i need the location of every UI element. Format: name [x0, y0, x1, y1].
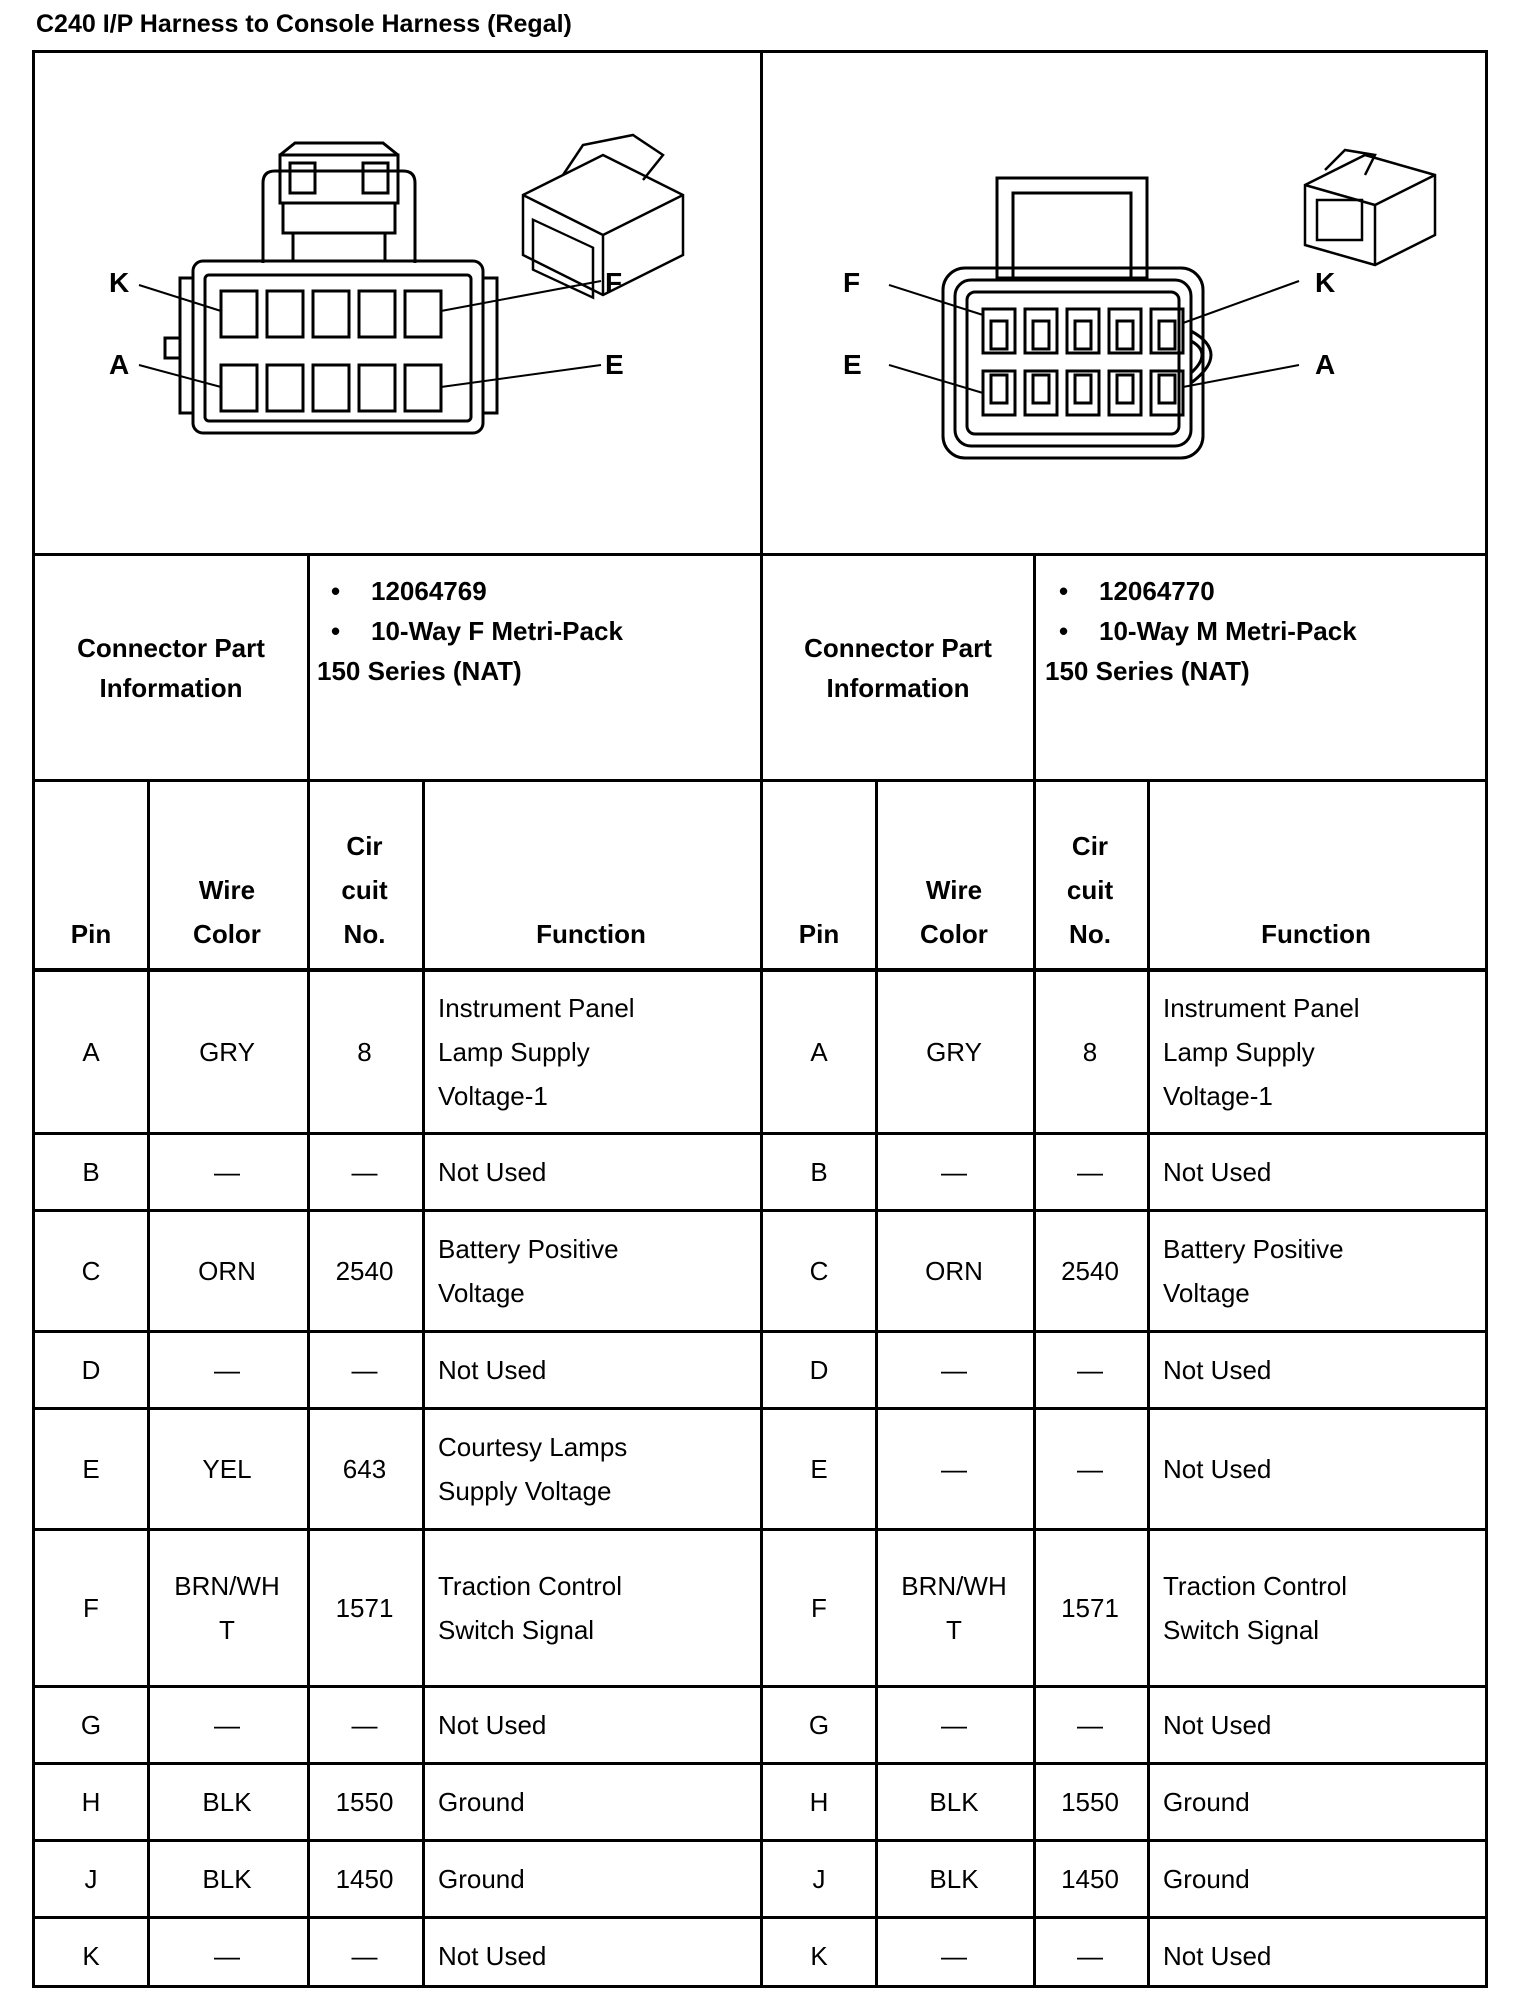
- right-pin-cell: K: [810, 1941, 828, 1971]
- right-circuit-cell: —: [1077, 1454, 1103, 1484]
- right-connector-part-label: Connector Part Information: [804, 632, 992, 703]
- left-part-desc: 10-Way F Metri-Pack: [371, 616, 623, 646]
- left-pin-cell: D: [81, 1355, 101, 1385]
- left-pin-cell: B: [82, 1157, 100, 1187]
- right-function-cell: Not Used: [1163, 1941, 1272, 1971]
- left-function-cell: Courtesy Lamps Supply Voltage: [438, 1432, 628, 1506]
- right-circuit-cell: —: [1077, 1355, 1103, 1385]
- right-circuit-cell: 1571: [1061, 1593, 1119, 1623]
- header-pin-label: Pin: [70, 919, 112, 949]
- left-wire-color-cell: —: [214, 1157, 240, 1187]
- right-circuit-cell: 8: [1082, 1037, 1098, 1067]
- left-wire-color-cell: BRN/WHT: [174, 1571, 280, 1645]
- left-circuit-cell: 1450: [335, 1864, 394, 1894]
- right-function-cell: Ground: [1163, 1864, 1250, 1894]
- header-wire-label: Wire: [198, 875, 256, 905]
- left-pin-cell: K: [82, 1941, 100, 1971]
- left-connector-part-label: Connector Part Information: [77, 632, 265, 703]
- left-wire-color-cell: GRY: [199, 1037, 255, 1067]
- left-wire-color-cell: BLK: [202, 1864, 252, 1894]
- left-function-cell: Not Used: [438, 1941, 547, 1971]
- left-pin-cell: J: [84, 1864, 98, 1894]
- left-circuit-cell: 1571: [335, 1593, 394, 1623]
- left-pin-cell: A: [82, 1037, 100, 1067]
- left-circuit-cell: —: [351, 1710, 378, 1740]
- right-part-series: 150 Series (NAT): [1045, 656, 1250, 686]
- left-wire-color-cell: —: [214, 1710, 240, 1740]
- left-part-series: 150 Series (NAT): [317, 656, 522, 686]
- right-part-number: 12064770: [1099, 576, 1215, 606]
- left-pin-cell: H: [81, 1787, 101, 1817]
- right-pin-cell: B: [810, 1157, 828, 1187]
- right-connector-part-info: • 12064770 • 10-Way M Metri-Pack 150 Series (NAT): [1045, 571, 1357, 691]
- right-pin-cell: G: [808, 1710, 830, 1740]
- left-function-cell: Ground: [438, 1787, 525, 1817]
- left-function-cell: Instrument Panel Lamp Supply Voltage-1: [438, 993, 635, 1111]
- right-function-cell: Traction Control Switch Signal: [1163, 1571, 1347, 1645]
- right-pin-cell: A: [810, 1037, 828, 1067]
- left-function-cell: Not Used: [438, 1157, 547, 1187]
- header-no-label: No.: [1069, 919, 1111, 949]
- right-circuit-cell: —: [1077, 1941, 1103, 1971]
- left-function-cell: Not Used: [438, 1710, 547, 1740]
- header-cuit-label: cuit: [341, 875, 388, 905]
- left-circuit-cell: 8: [357, 1037, 372, 1067]
- callout-k-right: K: [1315, 267, 1336, 298]
- callout-f-right: F: [843, 267, 861, 298]
- right-wire-color-cell: —: [941, 1941, 967, 1971]
- right-function-cell: Not Used: [1163, 1710, 1272, 1740]
- header-color-label: Color: [193, 919, 261, 949]
- callout-k-left: K: [109, 267, 130, 298]
- header-pin-label: Pin: [798, 919, 840, 949]
- left-pin-cell: G: [80, 1710, 102, 1740]
- left-pin-cell: F: [83, 1593, 99, 1623]
- right-circuit-cell: 1550: [1061, 1787, 1119, 1817]
- right-pin-cell: C: [809, 1256, 829, 1286]
- left-header-wire-color: [147, 782, 307, 968]
- right-circuit-cell: 2540: [1061, 1256, 1119, 1286]
- right-wire-color-cell: GRY: [926, 1037, 982, 1067]
- right-wire-color-cell: BRN/WHT: [901, 1571, 1007, 1645]
- left-circuit-cell: —: [351, 1157, 378, 1187]
- header-no-label: No.: [343, 919, 386, 949]
- page-title: C240 I/P Harness to Console Harness (Regal): [36, 10, 572, 38]
- left-function-cell: Traction Control Switch Signal: [438, 1571, 622, 1645]
- right-pin-cell: D: [809, 1355, 829, 1385]
- right-part-desc: 10-Way M Metri-Pack: [1099, 616, 1357, 646]
- right-wire-color-cell: —: [941, 1710, 967, 1740]
- right-wire-color-cell: ORN: [925, 1256, 983, 1286]
- left-header-function: [422, 782, 760, 968]
- left-pin-cell: E: [82, 1454, 100, 1484]
- left-circuit-cell: —: [351, 1355, 378, 1385]
- callout-f-left: F: [605, 267, 623, 298]
- right-function-cell: Not Used: [1163, 1454, 1272, 1484]
- left-circuit-cell: 643: [342, 1454, 387, 1484]
- right-pin-cell: H: [809, 1787, 829, 1817]
- left-wire-color-cell: YEL: [202, 1454, 252, 1484]
- header-cir-label: Cir: [1071, 831, 1109, 861]
- left-wire-color-cell: ORN: [198, 1256, 256, 1286]
- right-function-cell: Ground: [1163, 1787, 1250, 1817]
- right-pin-cell: E: [810, 1454, 828, 1484]
- right-wire-color-cell: BLK: [929, 1864, 979, 1894]
- header-wire-label: Wire: [925, 875, 983, 905]
- left-wire-color-cell: —: [214, 1941, 240, 1971]
- callout-e-right: E: [843, 349, 862, 380]
- right-header-function: [1147, 782, 1485, 968]
- male-connector-face-diagram: [763, 53, 1488, 553]
- header-cir-label: Cir: [346, 831, 383, 861]
- left-wire-color-cell: —: [214, 1355, 240, 1385]
- left-wire-color-cell: BLK: [202, 1787, 252, 1817]
- right-function-cell: Battery Positive Voltage: [1163, 1234, 1344, 1308]
- left-header-circuit-no: [307, 782, 422, 968]
- right-pin-cell: F: [811, 1593, 827, 1623]
- right-function-cell: Not Used: [1163, 1355, 1272, 1385]
- right-header-wire-color: [875, 782, 1033, 968]
- left-circuit-cell: 2540: [335, 1256, 394, 1286]
- callout-a-left: A: [109, 349, 130, 380]
- right-wire-color-cell: —: [941, 1157, 967, 1187]
- left-circuit-cell: —: [351, 1941, 378, 1971]
- right-function-cell: Not Used: [1163, 1157, 1272, 1187]
- right-function-cell: Instrument Panel Lamp Supply Voltage-1: [1163, 993, 1360, 1111]
- header-color-label: Color: [920, 919, 988, 949]
- left-header-pin: [35, 782, 147, 968]
- right-circuit-cell: —: [1077, 1710, 1103, 1740]
- right-pin-cell: J: [812, 1864, 826, 1894]
- female-connector-face-diagram: [35, 53, 760, 553]
- callout-e-left: E: [605, 349, 624, 380]
- left-function-cell: Battery Positive Voltage: [438, 1234, 619, 1308]
- header-cuit-label: cuit: [1066, 875, 1114, 905]
- header-function-label: Function: [536, 919, 646, 949]
- header-function-label: Function: [1261, 919, 1371, 949]
- left-part-number: 12064769: [371, 576, 487, 606]
- right-circuit-cell: 1450: [1061, 1864, 1119, 1894]
- callout-a-right: A: [1315, 349, 1336, 380]
- left-pin-cell: C: [81, 1256, 101, 1286]
- left-function-cell: Not Used: [438, 1355, 547, 1385]
- right-header-circuit-no: [1033, 782, 1147, 968]
- connector-table: [32, 50, 1488, 1988]
- right-wire-color-cell: —: [941, 1355, 967, 1385]
- left-connector-part-info: • 12064769 • 10-Way F Metri-Pack 150 Series (NAT): [317, 571, 623, 691]
- right-header-pin: [763, 782, 875, 968]
- left-circuit-cell: 1550: [335, 1787, 394, 1817]
- right-wire-color-cell: BLK: [929, 1787, 979, 1817]
- right-wire-color-cell: —: [941, 1454, 967, 1484]
- right-circuit-cell: —: [1077, 1157, 1103, 1187]
- left-function-cell: Ground: [438, 1864, 525, 1894]
